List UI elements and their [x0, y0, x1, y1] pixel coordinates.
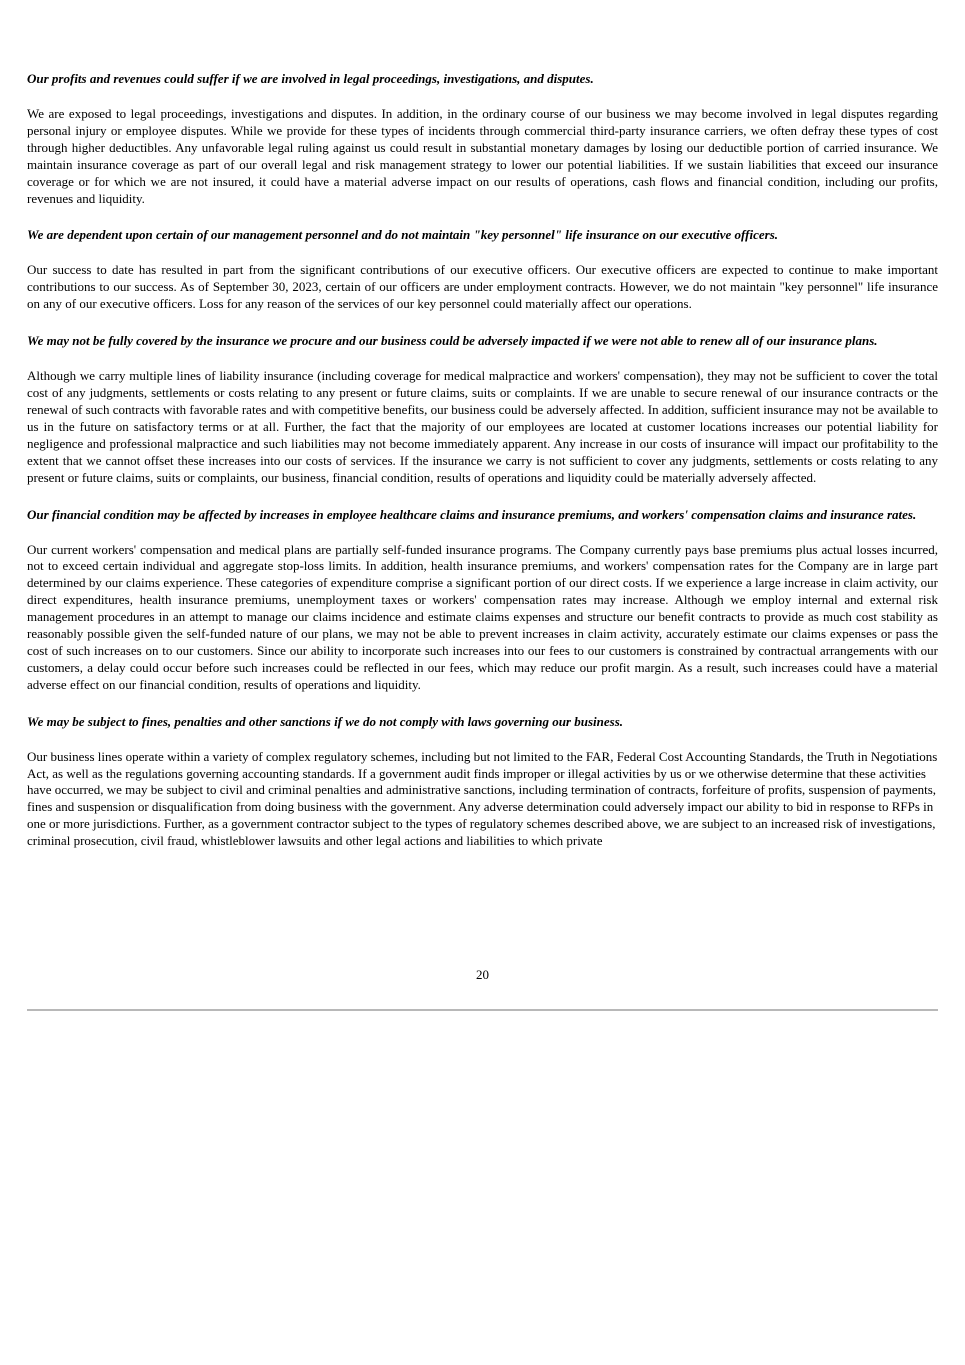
- page-divider: [27, 1009, 938, 1011]
- section-body-fines-penalties: Our business lines operate within a variety of complex regulatory schemes, including but not limited to the FAR, Federal Cost Accounting Standards, the Truth in Negotiations Act, as well as the regulations governing accounting standards. If a government audit finds improper or illegal activities by us or we otherwise determine that these activities have occurred, we may be subject to civil and criminal penalties and administrative sanctions, including termination of contracts, forfeiture of profits, suspension of payments, fines and suspension or disqualification from doing business with the government. Any adverse determination could adversely impact our ability to bid in response to RFPs in one or more jurisdictions. Further, as a government contractor subject to the types of regulatory schemes described above, we are subject to an increased risk of investigations, criminal prosecution, civil fraud, whistleblower lawsuits and other legal actions and liabilities to which private: [27, 748, 938, 849]
- section-heading-healthcare-claims: Our financial condition may be affected by increases in employee healthcare claims and insurance premiums, and workers' compensation claims and insurance rates.: [27, 506, 917, 522]
- section-heading-legal-proceedings: Our profits and revenues could suffer if we are involved in legal proceedings, investigations, and disputes.: [27, 71, 594, 86]
- section-heading-fines-penalties: We may be subject to fines, penalties and other sanctions if we do not comply with laws governing our business.: [27, 713, 624, 729]
- section-heading-key-personnel: We are dependent upon certain of our management personnel and do not maintain "key personnel" life insurance on our executive officers.: [27, 227, 779, 243]
- document-page: [27, 70, 938, 869]
- page-number: 20: [476, 967, 489, 982]
- section-body-key-personnel: Our success to date has resulted in part from the significant contributions of our executive officers. Our executive officers are expected to continue to make important contributions to our success. As of September 30, 2023, certain of our officers are under employment contracts. However, we do not maintain "key personnel" life insurance on any of our executive officers. Loss for any reason of the services of our key personnel could materially affect our operations.: [27, 262, 938, 312]
- section-body-insurance-coverage: Although we carry multiple lines of liability insurance (including coverage for medical malpractice and workers' compensation), they may not be sufficient to cover the total cost of any judgments, settlements or costs relating to any present or future claims, suits or complaints. If we are unable to secure renewal of our insurance contracts or the renewal of such contracts with favorable rates and with competitive benefits, our business could be adversely affected. In addition, sufficient insurance may not be available to us in the future on satisfactory terms or at all. Further, the fact that the majority of our employees are located at customer locations increases our potential liability for negligence and professional malpractice and such liabilities may not become immediately apparent. Any increase in our costs of insurance will impact our profitability to the extent that we cannot offset these increases into our costs of services. If the insurance we carry is not sufficient to cover any judgments, settlements or costs relating to any present or future claims, suits or complaints, our business, financial condition, results of operations and liquidity could be materially adversely affected.: [27, 368, 938, 485]
- section-heading-insurance-coverage: We may not be fully covered by the insurance we procure and our business could be adversely impacted if we were not able to renew all of our insurance plans.: [27, 333, 878, 349]
- section-body-healthcare-claims: Our current workers' compensation and medical plans are partially self-funded insurance programs. The Company currently pays base premiums plus actual losses incurred, not to exceed certain individual and aggregate stop-loss limits. In addition, health insurance premiums, and workers' compensation rates for the Company are in large part determined by our claims experience. These categories of expenditure comprise a significant portion of our direct costs. If we experience a large increase in claim activity, our direct expenditures, health insurance premiums, unemployment taxes or workers' compensation rates may increase. Although we employ internal and external risk management procedures in an attempt to manage our claims incidence and estimate claims expenses and structure our benefit contracts to provide as much cost stability as reasonably possible given the self-funded nature of our plans, we may not be able to prevent increases in claim activity, accurately estimate our claims expenses or pass the cost of such increases on to our customers. Since our ability to incorporate such increases into our fees to our customers is constrained by contractual arrangements with our customers, a delay could occur before such increases could be reflected in our fees, which may reduce our profit margin. As a result, such increases could have a material adverse effect on our financial condition, results of operations and liquidity.: [27, 541, 938, 692]
- section-body-legal-proceedings: We are exposed to legal proceedings, investigations and disputes. In addition, in the ordinary course of our business we may become involved in legal disputes regarding personal injury or employee disputes. While we provide for these types of incidents through commercial third-party insurance carriers, we often defray these types of cost through higher deductibles. Any unfavorable legal ruling against us could result in substantial monetary damages by losing our deductible portion of carried insurance. We maintain insurance coverage as part of our overall legal and risk management strategy to lower our potential liabilities. If we sustain liabilities that exceed our insurance coverage or for which we are not insured, it could have a material adverse impact on our results of operations, cash flows and financial condition, including our profits, revenues and liquidity.: [27, 106, 938, 206]
